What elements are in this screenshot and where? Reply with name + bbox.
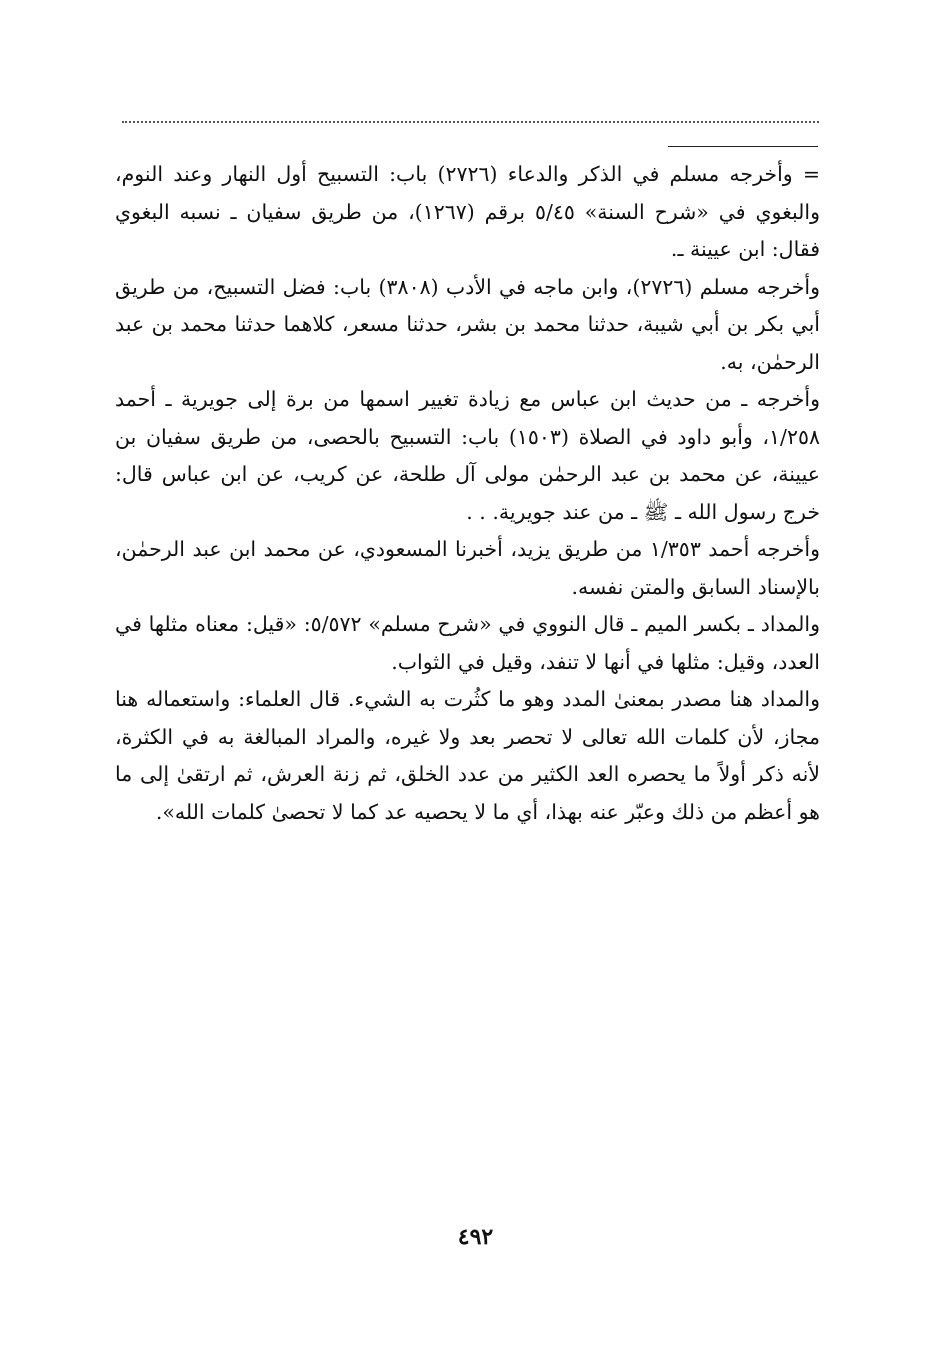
footnote-paragraph-4: وأخرجه أحمد ١/٣٥٣ من طريق يزيد، أخبرنا المسعودي، عن محمد ابن عبد الرحمٰن، بالإسناد السابق والمتن نفسه. bbox=[115, 537, 820, 599]
footnote-paragraph-2: وأخرجه مسلم (٢٧٢٦)، وابن ماجه في الأدب (٣٨٠٨) باب: فضل التسبيح، من طريق أبي بكر بن أبي شيبة، حدثنا محمد بن بشر، حدثنا مسعر، كلاهما حدثنا محمد بن عبد الرحمٰن، به. bbox=[115, 274, 820, 374]
footnote-paragraph-3: وأخرجه ـ من حديث ابن عباس مع زيادة تغيير اسمها من برة إلى جويرية ـ أحمد ١/٢٥٨، وأبو داود في الصلاة (١٥٠٣) باب: التسبيح بالحصى، من طريق سفيان بن عيينة، عن محمد بن عبد الرحمٰن مولى آل طلحة، عن كريب، عن ابن عباس قال: خرج رسول الله ـ ﷺ ـ من عند جويرية. . . bbox=[115, 387, 820, 524]
footnote-rule bbox=[668, 146, 818, 147]
footnote-paragraph-6: والمداد هنا مصدر بمعنىٰ المدد وهو ما كثُرت به الشيء. قال العلماء: واستعماله هنا مجاز، لأن كلمات الله تعالى لا تحصر بعد ولا غيره، والمراد المبالغة به في الكثرة، لأنه ذكر أولاً ما يحصره العد الكثير من عدد الخلق، ثم زنة العرش، ثم ارتقىٰ إلى ما هو أعظم من ذلك وعبّر عنه بهذا، أي ما لا يحصيه عد كما لا تحصىٰ كلمات الله». bbox=[115, 687, 820, 824]
separator-dotted-rule bbox=[122, 121, 819, 123]
footnotes-block bbox=[115, 156, 820, 831]
footnote-paragraph-1: = وأخرجه مسلم في الذكر والدعاء (٢٧٢٦) باب: التسبيح أول النهار وعند النوم، والبغوي في «شرح السنة» ٥/٤٥ برقم (١٢٦٧)، من طريق سفيان ـ نسبه البغوي فقال: ابن عيينة ـ. bbox=[115, 162, 821, 261]
footnote-paragraph-5: والمداد ـ بكسر الميم ـ قال النووي في «شرح مسلم» ٥/٥٧٢: «قيل: معناه مثلها في العدد، وقيل: مثلها في أنها لا تنفد، وقيل في الثواب. bbox=[115, 612, 820, 674]
page-number: ٤٩٢ bbox=[457, 1224, 494, 1250]
